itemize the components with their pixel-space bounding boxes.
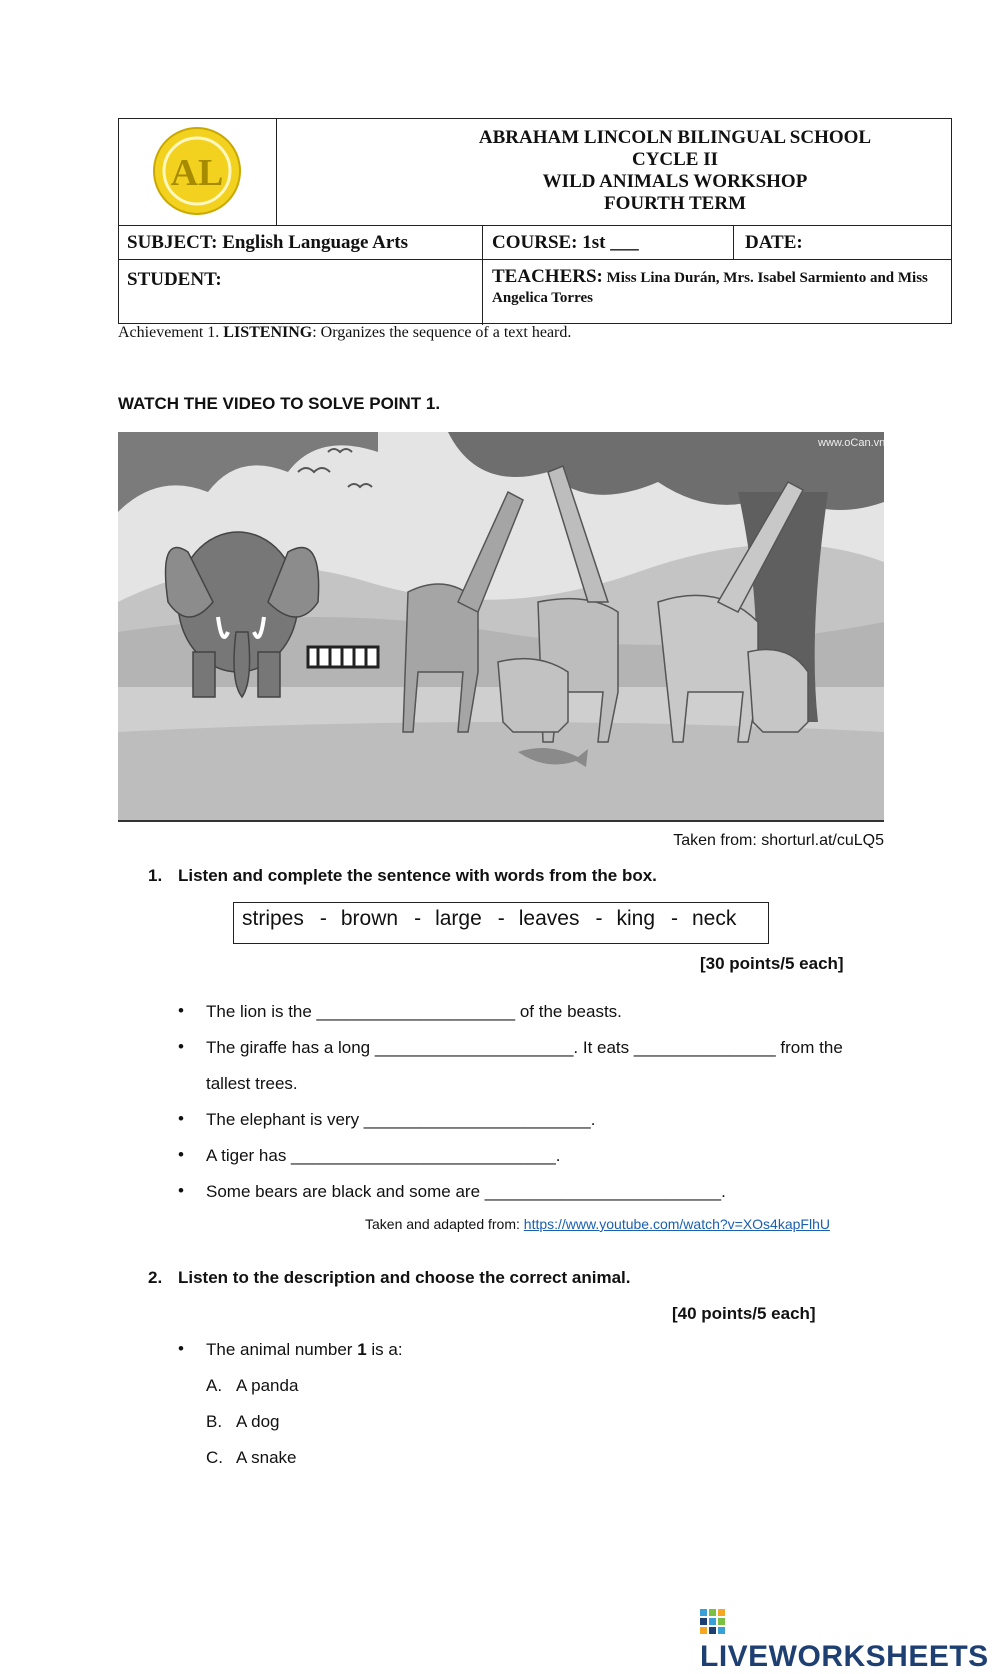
word: neck [692, 907, 737, 930]
video-source: Taken and adapted from: https://www.youtube.com/watch?v=XOs4kapFlhU [365, 1216, 830, 1232]
student-label: STUDENT: [127, 269, 222, 290]
school-logo [151, 125, 243, 217]
question-2-prompt: • The animal number 1 is a: [206, 1340, 403, 1360]
achievement-skill: LISTENING [223, 324, 313, 341]
term: FOURTH TERM [603, 193, 747, 214]
school-name: ABRAHAM LINCOLN BILINGUAL SCHOOL [478, 127, 872, 148]
word: stripes [242, 907, 304, 930]
teachers-names: Miss Lina Durán, Mrs. Isabel Sarmiento and Miss Angelica Torres [492, 270, 928, 306]
date-label: DATE: [745, 232, 803, 253]
logo-text: AL [170, 152, 224, 194]
wild-animals-scene-icon [118, 432, 884, 820]
wild-animals-image [118, 432, 884, 822]
subject-label: SUBJECT: English Language Arts [127, 232, 409, 253]
sentence-bears[interactable]: • Some bears are black and some are _________________________. [206, 1182, 726, 1202]
word: king [616, 907, 655, 930]
teachers-label: TEACHERS: [492, 266, 603, 287]
question-1-title: 1. Listen and complete the sentence with words from the box. [148, 866, 657, 885]
option-c[interactable]: C. A snake [206, 1448, 297, 1467]
header-table [118, 118, 952, 324]
question-2-points: [40 points/5 each] [672, 1304, 816, 1323]
question-2-title: 2. Listen to the description and choose the correct animal. [148, 1268, 631, 1287]
sentence-giraffe-continuation: tallest trees. [206, 1074, 298, 1093]
word-box: stripes - brown - large - leaves - king - neck [233, 902, 769, 944]
option-b[interactable]: B. A dog [206, 1412, 280, 1431]
sentence-giraffe[interactable]: • The giraffe has a long _____________________. It eats _______________ from the [206, 1038, 843, 1058]
school-cycle: CYCLE II [631, 149, 719, 170]
teachers-cell [492, 267, 940, 308]
option-a[interactable]: A. A panda [206, 1376, 299, 1395]
course-label: COURSE: 1st ___ [492, 232, 639, 253]
sentence-tiger[interactable]: • A tiger has ____________________________. [206, 1146, 561, 1166]
sentence-lion[interactable]: • The lion is the _____________________ of the beasts. [206, 1002, 622, 1022]
liveworksheets-brand: LIVEWORKSHEETS [700, 1606, 1000, 1674]
school-title [399, 127, 951, 215]
image-watermark: www.oCan.vn [818, 437, 884, 449]
image-credit: Taken from: shorturl.at/cuLQ5 [673, 832, 884, 849]
liveworksheets-icon [700, 1609, 726, 1635]
achievement-line: Achievement 1. LISTENING: Organizes the sequence of a text heard. [118, 324, 572, 341]
word: leaves [518, 907, 580, 930]
word: brown [340, 907, 399, 930]
video-source-link[interactable]: https://www.youtube.com/watch?v=XOs4kapFlhU [523, 1216, 830, 1232]
workshop-name: WILD ANIMALS WORKSHOP [542, 171, 808, 192]
question-1-points: [30 points/5 each] [700, 954, 844, 973]
word: large [435, 907, 482, 930]
watch-heading: WATCH THE VIDEO TO SOLVE POINT 1. [118, 394, 441, 413]
sentence-elephant[interactable]: • The elephant is very ________________________. [206, 1110, 595, 1130]
